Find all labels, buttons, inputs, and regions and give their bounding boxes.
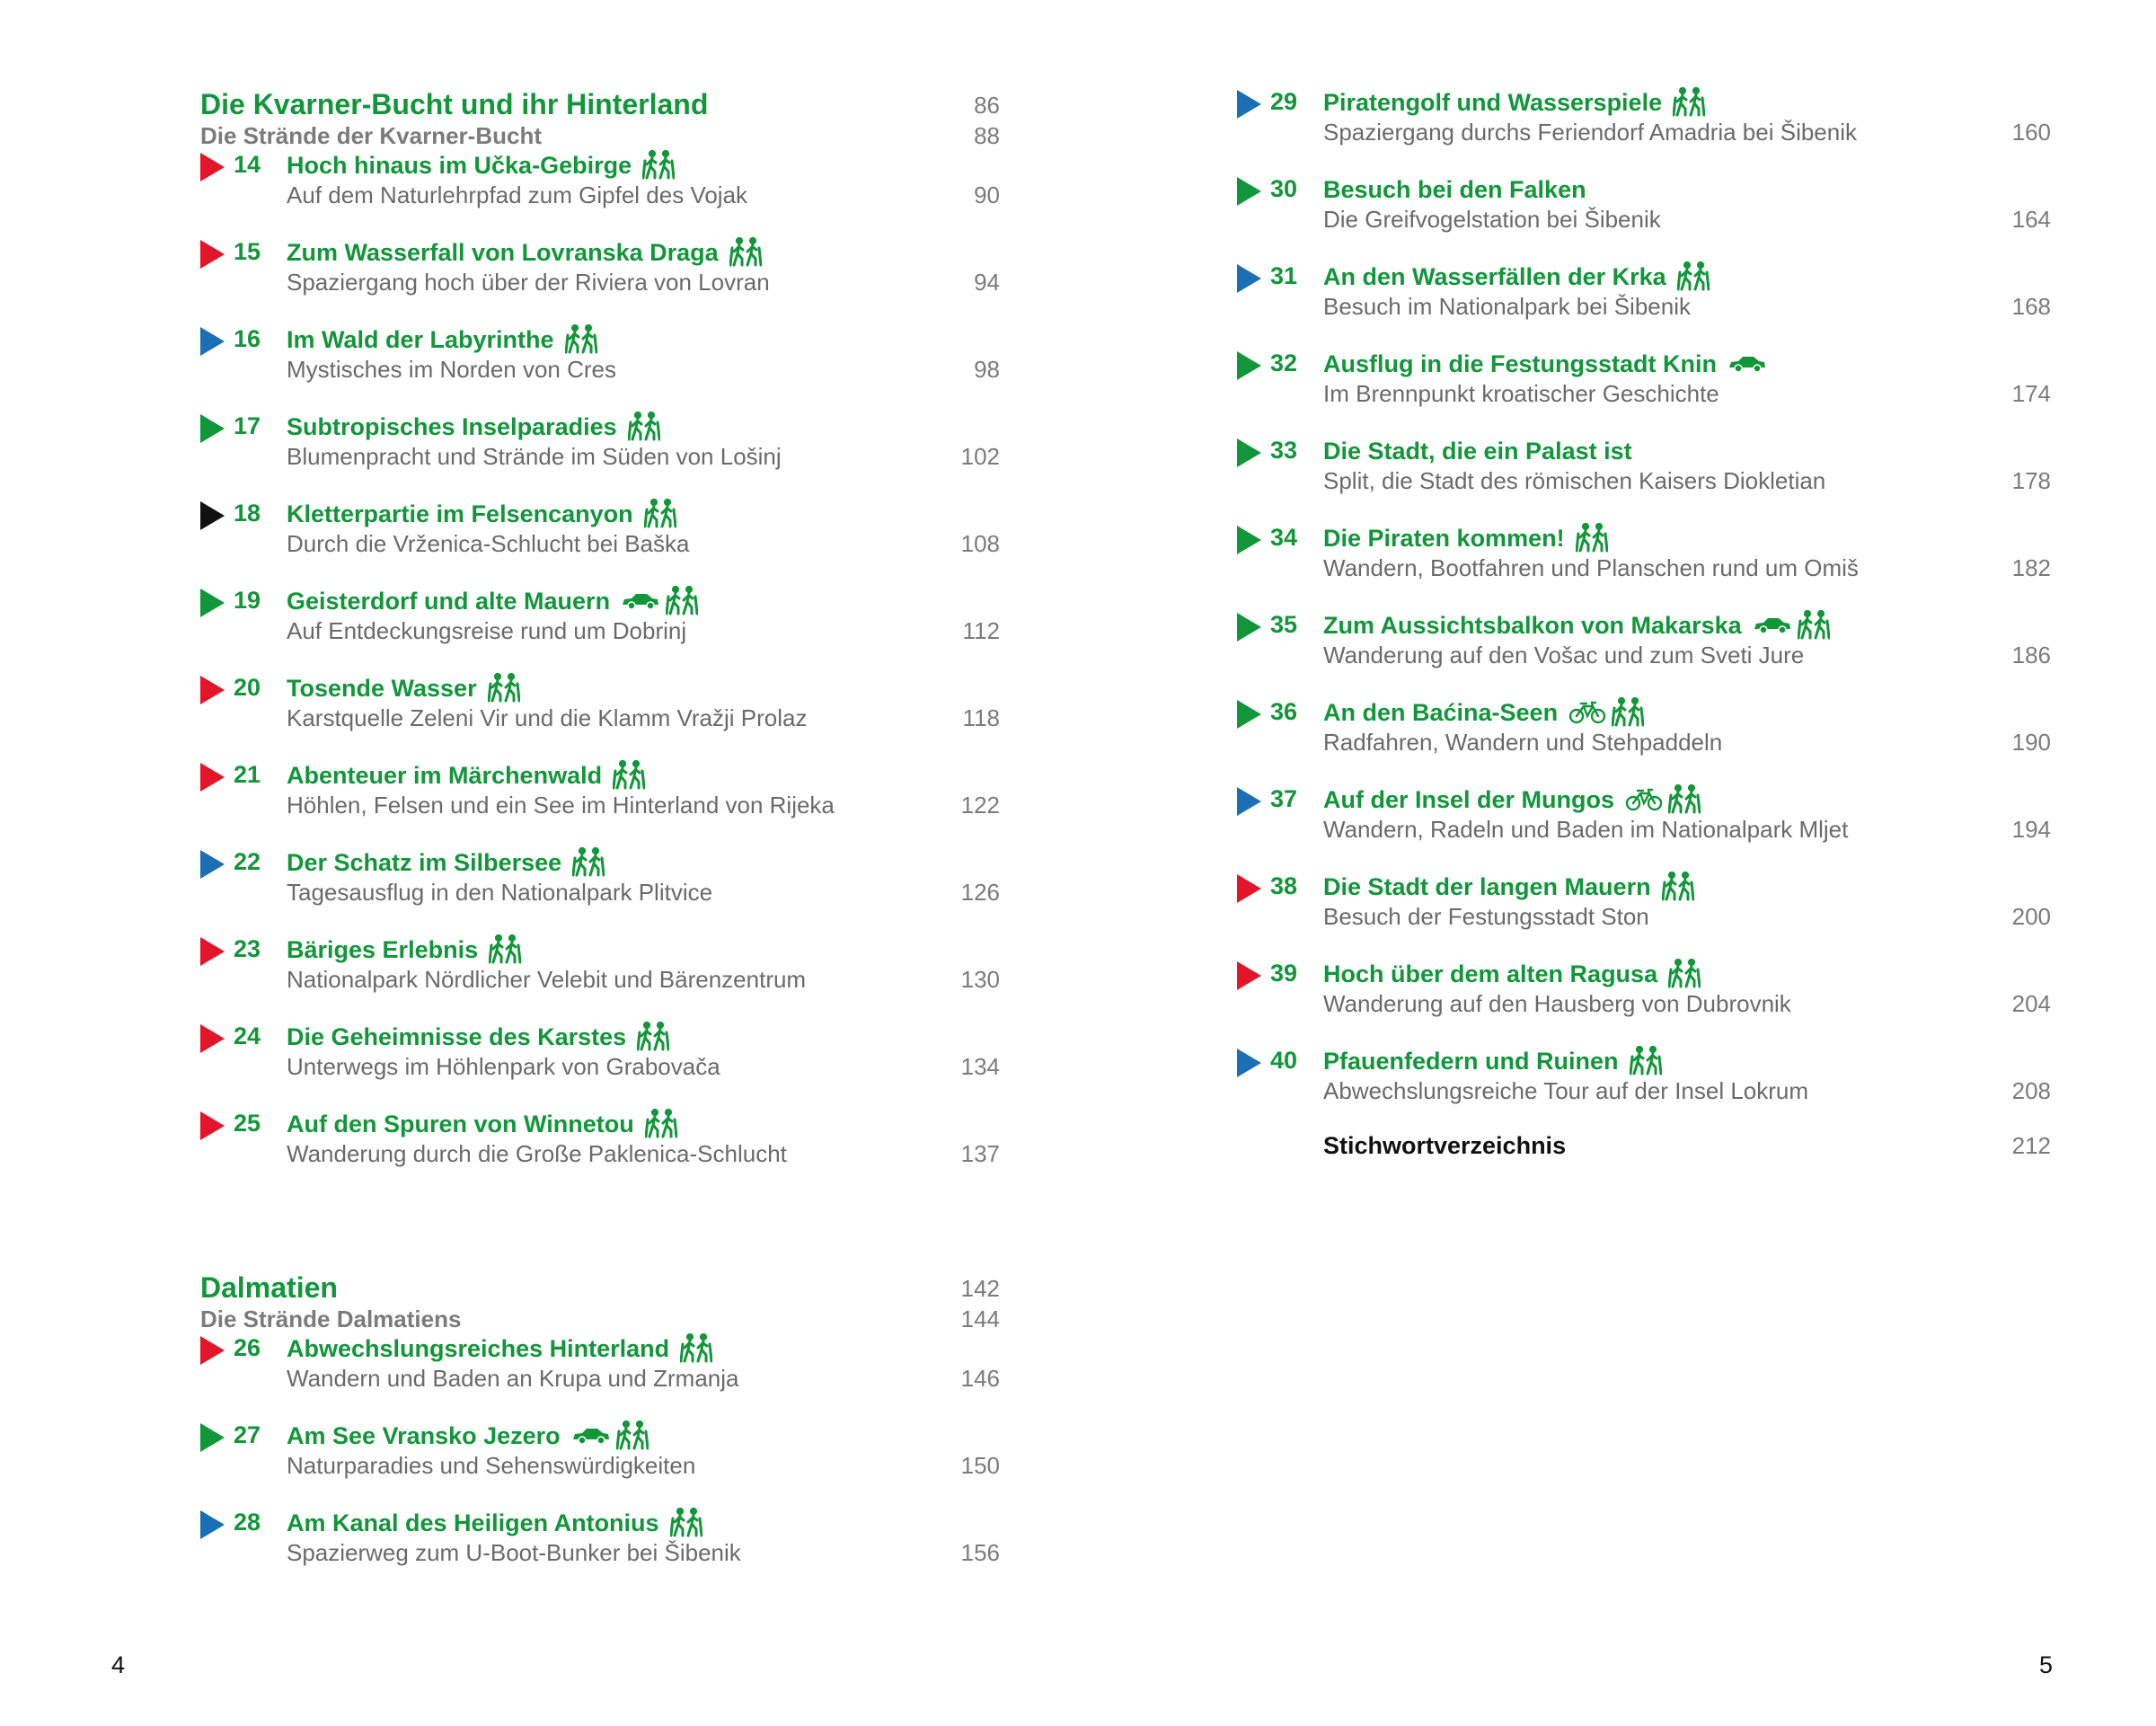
entry-page-number: 150 bbox=[960, 1452, 1000, 1479]
hiking-icon bbox=[565, 324, 597, 355]
hiking-icon bbox=[1798, 610, 1830, 641]
entry-number: 27 bbox=[234, 1421, 261, 1448]
toc-entry[interactable] bbox=[200, 149, 1000, 236]
green-triangle-icon bbox=[1237, 438, 1261, 467]
entry-title: Die Stadt der langen Mauern bbox=[1323, 873, 1651, 900]
entry-title-line bbox=[287, 1021, 669, 1053]
entry-number: 37 bbox=[1270, 785, 1298, 812]
activity-icons bbox=[642, 150, 675, 181]
toc-entry[interactable] bbox=[200, 1420, 1000, 1507]
activity-icons bbox=[1668, 959, 1701, 989]
entry-subtitle: Split, die Stadt des römischen Kaisers Diokletian bbox=[1323, 467, 1826, 494]
right-page-entries bbox=[1237, 86, 2051, 1168]
toc-entry[interactable] bbox=[1237, 696, 2051, 783]
toc-entry[interactable] bbox=[200, 759, 1000, 846]
section-subtitle-page-number: 144 bbox=[960, 1306, 1000, 1332]
activity-icons bbox=[1576, 523, 1608, 553]
entry-number: 17 bbox=[234, 412, 261, 439]
entry-page-number: 190 bbox=[2011, 729, 2051, 756]
hiking-icon bbox=[616, 1421, 649, 1451]
hiking-icon bbox=[729, 237, 762, 268]
green-triangle-icon bbox=[200, 414, 225, 443]
toc-entry[interactable] bbox=[1237, 783, 2051, 871]
entry-title-line bbox=[1323, 871, 1694, 903]
entry-number: 32 bbox=[1270, 350, 1298, 376]
green-triangle-icon bbox=[1237, 700, 1261, 729]
entry-number: 40 bbox=[1270, 1047, 1298, 1074]
hiking-icon bbox=[1630, 1046, 1662, 1076]
hiking-icon bbox=[613, 760, 645, 791]
entry-subtitle: Spaziergang hoch über der Riviera von Lovran bbox=[287, 269, 770, 296]
entry-number: 33 bbox=[1270, 437, 1298, 464]
entry-title-line bbox=[1323, 86, 1705, 119]
entry-title: Abwechslungsreiches Hinterland bbox=[287, 1335, 670, 1362]
hiking-icon bbox=[1612, 697, 1644, 728]
entry-title: Bäriges Erlebnis bbox=[287, 936, 479, 963]
section-title: Dalmatien bbox=[200, 1271, 338, 1304]
section-subtitle-page-number: 88 bbox=[974, 122, 1000, 149]
section-subtitle: Die Strände Dalmatiens bbox=[200, 1306, 462, 1332]
entry-title: Geisterdorf und alte Mauern bbox=[287, 588, 611, 615]
entry-page-number: 186 bbox=[2011, 642, 2051, 668]
entry-page-number: 98 bbox=[974, 356, 1000, 383]
activity-icons bbox=[1568, 697, 1644, 728]
entry-page-number: 160 bbox=[2011, 119, 2051, 146]
activity-icons bbox=[645, 1109, 677, 1139]
entry-subtitle: Höhlen, Felsen und ein See im Hinterland von Rijeka bbox=[287, 792, 835, 819]
activity-icons bbox=[488, 673, 520, 704]
entry-title: Am Kanal des Heiligen Antonius bbox=[287, 1509, 659, 1536]
blue-triangle-icon bbox=[1237, 1049, 1261, 1077]
activity-icons bbox=[572, 847, 605, 878]
section-title: Die Kvarner-Bucht und ihr Hinterland bbox=[200, 88, 709, 120]
green-triangle-icon bbox=[1237, 613, 1261, 642]
entry-page-number: 200 bbox=[2011, 903, 2051, 930]
entry-subtitle: Radfahren, Wandern und Stehpaddeln bbox=[1323, 729, 1723, 756]
toc-entry[interactable] bbox=[200, 323, 1000, 411]
red-triangle-icon bbox=[200, 676, 225, 704]
green-triangle-icon bbox=[1237, 526, 1261, 554]
page-number-right: 5 bbox=[2038, 1651, 2053, 1678]
activity-icons bbox=[1753, 610, 1830, 641]
entry-title-line bbox=[287, 236, 762, 269]
hiking-icon bbox=[642, 150, 675, 181]
entry-number: 19 bbox=[234, 587, 261, 614]
entry-page-number: 174 bbox=[2011, 380, 2051, 407]
activity-icons bbox=[621, 586, 698, 616]
red-triangle-icon bbox=[1237, 874, 1261, 903]
toc-entry[interactable] bbox=[200, 236, 1000, 323]
entry-title-line bbox=[1323, 958, 1701, 990]
activity-icons bbox=[680, 1333, 712, 1364]
entry-page-number: 204 bbox=[2011, 990, 2051, 1017]
entry-title-line bbox=[287, 672, 520, 704]
red-triangle-icon bbox=[200, 937, 225, 966]
toc-entry[interactable] bbox=[200, 672, 1000, 759]
toc-entry[interactable] bbox=[1237, 261, 2051, 348]
bicycle-icon bbox=[1568, 701, 1606, 724]
toc-entry[interactable] bbox=[1237, 958, 2051, 1045]
toc-entry[interactable] bbox=[1237, 86, 2051, 173]
toc-entry[interactable] bbox=[1237, 173, 2051, 261]
toc-entry[interactable] bbox=[1237, 348, 2051, 435]
entry-title: Hoch über dem alten Ragusa bbox=[1323, 960, 1658, 987]
activity-icons bbox=[729, 237, 762, 268]
red-triangle-icon bbox=[200, 240, 225, 269]
entry-title-line bbox=[287, 411, 660, 443]
entry-page-number: 118 bbox=[962, 704, 1000, 731]
entry-title: Piratengolf und Wasserspiele bbox=[1323, 89, 1663, 116]
green-triangle-icon bbox=[1237, 351, 1261, 380]
toc-entry[interactable] bbox=[200, 1021, 1000, 1108]
entry-title-line bbox=[287, 846, 605, 879]
entry-subtitle: Wandern, Bootfahren und Planschen rund um Omiš bbox=[1323, 554, 1859, 581]
entry-subtitle: Tagesausflug in den Nationalpark Plitvice bbox=[287, 879, 713, 906]
toc-entry[interactable] bbox=[1237, 435, 2051, 522]
activity-icons bbox=[489, 934, 521, 965]
entry-page-number: 122 bbox=[960, 792, 1000, 819]
entry-number: 34 bbox=[1270, 524, 1298, 551]
entry-title: Die Piraten kommen! bbox=[1323, 525, 1565, 552]
hiking-icon bbox=[628, 412, 660, 442]
entry-number: 39 bbox=[1270, 960, 1298, 987]
activity-icons bbox=[1630, 1046, 1662, 1076]
entry-title: Auf den Spuren von Winnetou bbox=[287, 1111, 634, 1137]
entry-subtitle: Spazierweg zum U-Boot-Bunker bei Šibenik bbox=[287, 1539, 741, 1566]
red-triangle-icon bbox=[200, 1024, 225, 1053]
hiking-icon bbox=[645, 1109, 677, 1139]
entry-title: Kletterpartie im Felsencanyon bbox=[287, 500, 633, 527]
hiking-icon bbox=[1668, 959, 1701, 989]
hiking-icon bbox=[1668, 784, 1701, 815]
activity-icons bbox=[571, 1421, 649, 1451]
entry-title: Im Wald der Labyrinthe bbox=[287, 326, 554, 353]
activity-icons bbox=[670, 1508, 702, 1538]
entry-title: Subtropisches Inselparadies bbox=[287, 413, 617, 440]
entry-page-number: 94 bbox=[974, 269, 1000, 296]
entry-number: 22 bbox=[234, 848, 261, 875]
entry-page-number: 194 bbox=[2011, 816, 2051, 843]
entry-title-line bbox=[287, 498, 676, 530]
toc-entry[interactable] bbox=[200, 411, 1000, 498]
activity-icons bbox=[1625, 784, 1701, 815]
entry-title-line bbox=[287, 759, 645, 792]
entry-title: Am See Vransko Jezero bbox=[287, 1422, 561, 1449]
hiking-icon bbox=[666, 586, 698, 616]
entry-page-number: 134 bbox=[960, 1053, 1000, 1080]
entry-title-line bbox=[1323, 783, 1701, 816]
entry-title-line bbox=[1323, 522, 1608, 554]
entry-title: Auf der Insel der Mungos bbox=[1323, 786, 1615, 813]
entry-subtitle: Nationalpark Nördlicher Velebit und Bärenzentrum bbox=[287, 966, 807, 993]
entry-subtitle: Die Greifvogelstation bei Šibenik bbox=[1323, 206, 1661, 233]
entry-subtitle: Naturparadies und Sehenswürdigkeiten bbox=[287, 1452, 696, 1479]
entry-title-line bbox=[287, 1420, 649, 1452]
entry-page-number: 126 bbox=[960, 879, 1000, 906]
entry-number: 28 bbox=[234, 1509, 261, 1536]
entry-number: 18 bbox=[234, 500, 261, 527]
index-title: Stichwortverzeichnis bbox=[1323, 1132, 1567, 1159]
car-icon bbox=[1753, 615, 1792, 635]
toc-entry[interactable] bbox=[1237, 522, 2051, 609]
toc-entry[interactable] bbox=[1237, 1045, 2051, 1132]
entry-number: 35 bbox=[1270, 611, 1298, 638]
car-icon bbox=[571, 1426, 611, 1446]
entry-title: Tosende Wasser bbox=[287, 675, 477, 702]
red-triangle-icon bbox=[200, 1111, 225, 1140]
entry-page-number: 164 bbox=[2011, 206, 2051, 233]
entry-subtitle: Unterwegs im Höhlenpark von Grabovača bbox=[287, 1053, 720, 1080]
toc-entry[interactable] bbox=[200, 1108, 1000, 1195]
entry-subtitle: Durch die Vrženica-Schlucht bei Baška bbox=[287, 530, 690, 557]
entry-title-line bbox=[287, 1507, 702, 1539]
entry-title-line bbox=[1323, 696, 1644, 729]
entry-subtitle: Blumenpracht und Strände im Süden von Lošinj bbox=[287, 443, 782, 470]
entry-title: Abenteuer im Märchenwald bbox=[287, 762, 603, 789]
blue-triangle-icon bbox=[200, 327, 225, 356]
entry-page-number: 146 bbox=[960, 1365, 1000, 1392]
activity-icons bbox=[637, 1022, 669, 1052]
activity-icons bbox=[628, 412, 660, 442]
blue-triangle-icon bbox=[1237, 264, 1261, 293]
toc-entry[interactable] bbox=[200, 585, 1000, 672]
toc-section bbox=[200, 1270, 1000, 1594]
entry-title: An den Baćina-Seen bbox=[1323, 699, 1559, 726]
entry-title-line bbox=[1323, 173, 1586, 206]
activity-icons bbox=[1727, 354, 1767, 374]
entry-subtitle: Wanderung auf den Vošac und zum Sveti Jure bbox=[1323, 642, 1805, 668]
entry-subtitle: Wanderung auf den Hausberg von Dubrovnik bbox=[1323, 990, 1791, 1017]
activity-icons bbox=[613, 760, 645, 791]
index-entry[interactable] bbox=[1237, 1132, 2051, 1168]
toc-entry[interactable] bbox=[1237, 871, 2051, 958]
entry-number: 24 bbox=[234, 1022, 261, 1049]
entry-subtitle: Auf Entdeckungsreise rund um Dobrinj bbox=[287, 617, 687, 644]
toc-entry[interactable] bbox=[200, 498, 1000, 585]
entry-title: Ausflug in die Festungsstadt Knin bbox=[1323, 350, 1717, 377]
hiking-icon bbox=[670, 1508, 702, 1538]
entry-title-line bbox=[1323, 609, 1830, 642]
entry-number: 14 bbox=[234, 151, 261, 178]
entry-subtitle: Wandern, Radeln und Baden im Nationalpark Mljet bbox=[1323, 816, 1849, 843]
hiking-icon bbox=[1576, 523, 1608, 553]
hiking-icon bbox=[1673, 87, 1705, 118]
entry-title: Besuch bei den Falken bbox=[1323, 176, 1586, 203]
entry-page-number: 168 bbox=[2011, 293, 2051, 320]
toc-entry[interactable] bbox=[200, 1332, 1000, 1420]
entry-page-number: 182 bbox=[2011, 554, 2051, 581]
entry-title-line bbox=[287, 585, 698, 617]
activity-icons bbox=[1662, 872, 1694, 902]
section-header[interactable] bbox=[200, 86, 1000, 149]
green-triangle-icon bbox=[200, 589, 225, 617]
entry-number: 20 bbox=[234, 674, 261, 701]
entry-title-line bbox=[287, 1332, 712, 1365]
green-triangle-icon bbox=[200, 1423, 225, 1452]
activity-icons bbox=[1673, 87, 1705, 118]
hiking-icon bbox=[572, 847, 605, 878]
section-page-number: 86 bbox=[974, 92, 1000, 119]
car-icon bbox=[621, 591, 660, 611]
hiking-icon bbox=[637, 1022, 669, 1052]
toc-entry[interactable] bbox=[200, 1507, 1000, 1594]
entry-page-number: 112 bbox=[962, 617, 1000, 644]
entry-title: Zum Wasserfall von Lovranska Draga bbox=[287, 239, 719, 266]
blue-triangle-icon bbox=[200, 1510, 225, 1539]
section-page-number: 142 bbox=[960, 1275, 1000, 1302]
blue-triangle-icon bbox=[200, 850, 225, 879]
entry-subtitle: Wanderung durch die Große Paklenica-Schlucht bbox=[287, 1140, 787, 1167]
page-number-left: 4 bbox=[111, 1651, 126, 1678]
entry-subtitle: Besuch im Nationalpark bei Šibenik bbox=[1323, 293, 1691, 320]
entry-title-line bbox=[1323, 261, 1710, 293]
entry-number: 38 bbox=[1270, 872, 1298, 899]
hiking-icon bbox=[488, 673, 520, 704]
index-page-number: 212 bbox=[2011, 1132, 2051, 1159]
hiking-icon bbox=[680, 1333, 712, 1364]
entry-number: 36 bbox=[1270, 698, 1298, 725]
hiking-icon bbox=[1677, 261, 1710, 292]
entry-page-number: 102 bbox=[960, 443, 1000, 470]
entry-title: An den Wasserfällen der Krka bbox=[1323, 263, 1666, 290]
entry-subtitle: Wandern und Baden an Krupa und Zrmanja bbox=[287, 1365, 739, 1392]
bicycle-icon bbox=[1625, 788, 1663, 811]
entry-page-number: 90 bbox=[974, 181, 1000, 208]
entry-number: 23 bbox=[234, 935, 261, 962]
entry-title-line bbox=[287, 323, 597, 356]
entry-number: 26 bbox=[234, 1334, 261, 1361]
entry-title: Pfauenfedern und Ruinen bbox=[1323, 1048, 1619, 1075]
activity-icons bbox=[644, 499, 676, 529]
entry-page-number: 130 bbox=[960, 966, 1000, 993]
entry-title-line bbox=[287, 1108, 677, 1140]
entry-title: Hoch hinaus im Učka-Gebirge bbox=[287, 152, 632, 179]
entry-subtitle: Mystisches im Norden von Cres bbox=[287, 356, 616, 383]
entry-number: 30 bbox=[1270, 175, 1298, 202]
hiking-icon bbox=[489, 934, 521, 965]
entry-page-number: 156 bbox=[960, 1539, 1000, 1566]
activity-icons bbox=[1677, 261, 1710, 292]
entry-number: 25 bbox=[234, 1110, 261, 1137]
entry-subtitle: Im Brennpunkt kroatischer Geschichte bbox=[1323, 380, 1719, 407]
entry-page-number: 178 bbox=[2011, 467, 2051, 494]
section-header[interactable] bbox=[200, 1270, 1000, 1332]
entry-title: Die Stadt, die ein Palast ist bbox=[1323, 438, 1632, 465]
green-triangle-icon bbox=[1237, 177, 1261, 206]
red-triangle-icon bbox=[200, 763, 225, 792]
hiking-icon bbox=[1662, 872, 1694, 902]
entry-subtitle: Auf dem Naturlehrpfad zum Gipfel des Vojak bbox=[287, 181, 748, 208]
blue-triangle-icon bbox=[1237, 787, 1261, 816]
entry-page-number: 108 bbox=[960, 530, 1000, 557]
toc-entry[interactable] bbox=[200, 846, 1000, 934]
entry-title: Der Schatz im Silbersee bbox=[287, 849, 562, 876]
entry-subtitle: Karstquelle Zeleni Vir und die Klamm Vražji Prolaz bbox=[287, 704, 808, 731]
activity-icons bbox=[565, 324, 597, 355]
entry-page-number: 208 bbox=[2011, 1077, 2051, 1104]
blue-triangle-icon bbox=[1237, 90, 1261, 119]
entry-title-line bbox=[1323, 435, 1632, 467]
entry-number: 31 bbox=[1270, 262, 1298, 289]
black-triangle-icon bbox=[200, 501, 225, 530]
entry-number: 29 bbox=[1270, 88, 1298, 115]
entry-title: Zum Aussichtsbalkon von Makarska bbox=[1323, 612, 1742, 639]
entry-subtitle: Besuch der Festungsstadt Ston bbox=[1323, 903, 1649, 930]
toc-section bbox=[200, 86, 1000, 1195]
hiking-icon bbox=[644, 499, 676, 529]
entry-page-number: 137 bbox=[960, 1140, 1000, 1167]
entry-title-line bbox=[1323, 348, 1767, 380]
entry-title-line bbox=[287, 934, 521, 966]
entry-subtitle: Spaziergang durchs Feriendorf Amadria bei Šibenik bbox=[1323, 119, 1858, 146]
toc-entry[interactable] bbox=[1237, 609, 2051, 696]
red-triangle-icon bbox=[200, 1336, 225, 1365]
entry-subtitle: Abwechslungsreiche Tour auf der Insel Lokrum bbox=[1323, 1077, 1809, 1104]
car-icon bbox=[1727, 354, 1767, 374]
red-triangle-icon bbox=[1237, 961, 1261, 990]
red-triangle-icon bbox=[200, 153, 225, 181]
right-page bbox=[1078, 0, 2156, 1726]
entry-title-line bbox=[1323, 1045, 1662, 1077]
entry-number: 21 bbox=[234, 761, 261, 788]
entry-number: 15 bbox=[234, 238, 261, 265]
entry-number: 16 bbox=[234, 325, 261, 352]
entry-title: Die Geheimnisse des Karstes bbox=[287, 1023, 627, 1050]
section-subtitle: Die Strände der Kvarner-Bucht bbox=[200, 122, 542, 149]
toc-entry[interactable] bbox=[200, 934, 1000, 1021]
entry-title-line bbox=[287, 149, 675, 181]
